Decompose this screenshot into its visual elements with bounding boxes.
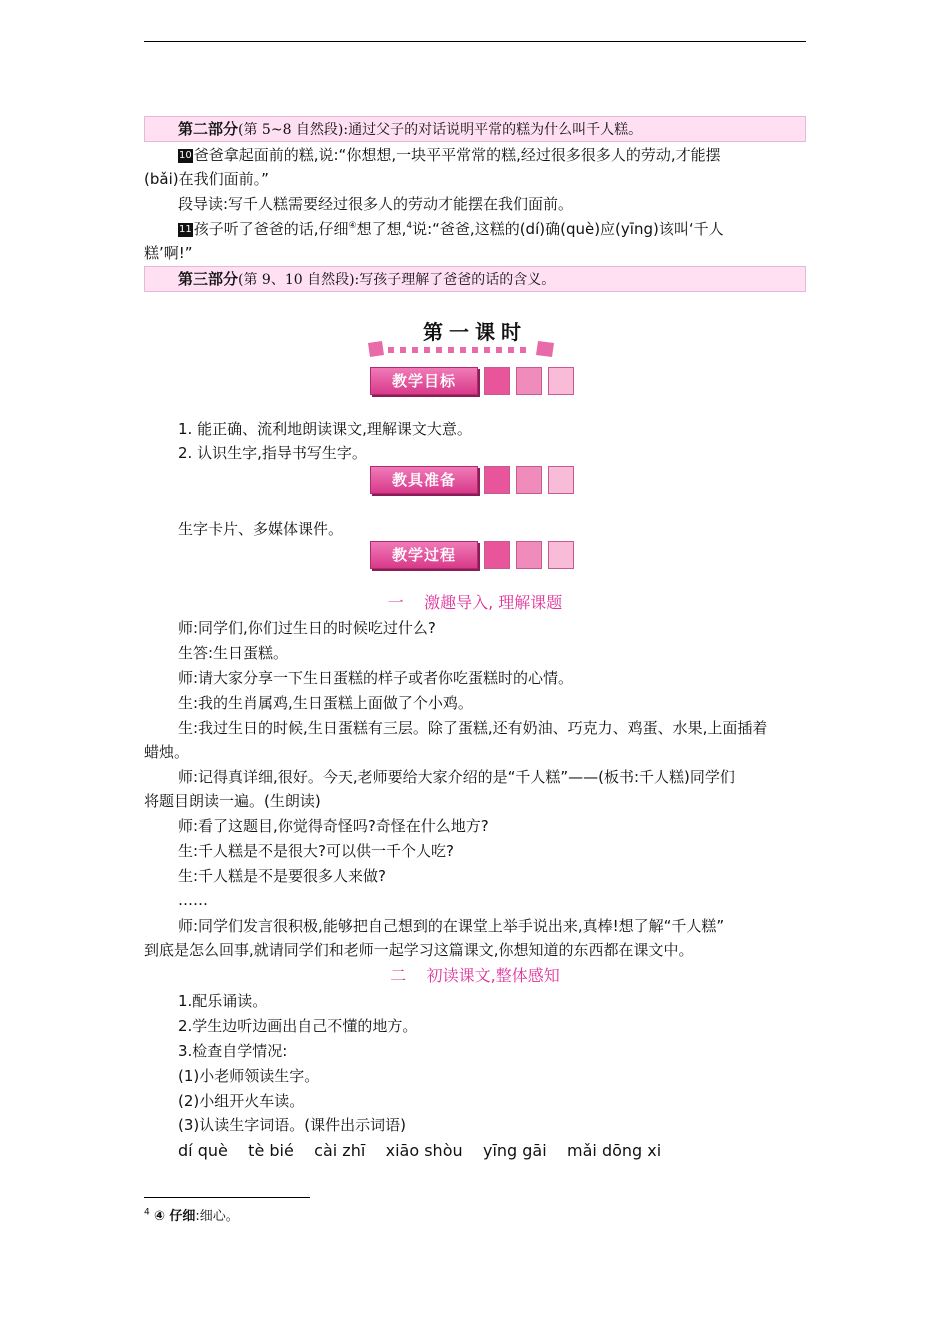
dialogue-line: 将题目朗读一遍。(生朗读) — [144, 792, 321, 810]
paragraph-number-10: 10 — [179, 150, 192, 161]
footnote-ref-number: 4 — [406, 221, 413, 231]
guide-reading: 段导读:写千人糕需要经过很多人的劳动才能摆在我们面前。 — [178, 195, 574, 213]
tools-text: 生字卡片、多媒体课件。 — [178, 520, 344, 538]
dialogue-line: 生:千人糕是不是要很多人来做? — [178, 867, 387, 885]
dialogue-line: 到底是怎么回事,就请同学们和老师一起学习这篇课文,你想知道的东西都在课文中。 — [144, 941, 694, 959]
badge-teaching-process — [370, 541, 580, 571]
badge-square — [548, 541, 574, 569]
dialogue-line: 师:同学们,你们过生日的时候吃过什么? — [178, 619, 436, 637]
footnote — [144, 1208, 239, 1226]
footnote-mark: 4 — [144, 1207, 150, 1218]
footnote-text: :细心。 — [195, 1209, 239, 1224]
badge-teaching-goals-label: 教学目标 — [370, 367, 478, 395]
badge-square — [516, 466, 542, 494]
paragraph-10-line2: (bǎi)在我们面前。” — [144, 170, 269, 188]
dialogue-line: 蜡烛。 — [144, 743, 190, 761]
title-ribbon-decoration — [368, 339, 554, 359]
badge-square — [516, 541, 542, 569]
footnote-rule — [144, 1197, 310, 1198]
section-2-heading: 二 初读课文,整体感知 — [390, 966, 560, 985]
step-line: 1.配乐诵读。 — [178, 992, 268, 1010]
part3-text: (第 9、10 自然段):写孩子理解了爸爸的话的含义。 — [238, 272, 556, 288]
step-line: (1)小老师领读生字。 — [178, 1067, 320, 1085]
dialogue-line: 师:记得真详细,很好。今天,老师要给大家介绍的是“千人糕”——(板书:千人糕)同学们 — [178, 768, 735, 786]
step-line: (3)认读生字词语。(课件出示词语) — [178, 1116, 406, 1134]
goal-item: 2. 认识生字,指导书写生字。 — [178, 444, 367, 462]
lesson-title: 第一课时 — [423, 320, 527, 344]
part3-band — [144, 266, 806, 292]
header-rule — [144, 41, 806, 42]
badge-square — [484, 541, 510, 569]
goal-item: 1. 能正确、流利地朗读课文,理解课文大意。 — [178, 420, 472, 438]
badge-square — [484, 367, 510, 395]
section-1-heading: 一 激趣导入, 理解课题 — [387, 593, 563, 612]
dialogue-line: …… — [178, 891, 208, 909]
badge-square — [484, 466, 510, 494]
paragraph-number-11: 11 — [179, 224, 192, 235]
footnote-ref-circle: ④ — [348, 221, 357, 231]
step-line: 2.学生边听边画出自己不懂的地方。 — [178, 1017, 418, 1035]
dialogue-line: 生答:生日蛋糕。 — [178, 644, 289, 662]
dialogue-line: 师:请大家分享一下生日蛋糕的样子或者你吃蛋糕时的心情。 — [178, 669, 574, 687]
dialogue-line: 师:看了这题目,你觉得奇怪吗?奇怪在什么地方? — [178, 817, 489, 835]
badge-square — [516, 367, 542, 395]
dialogue-line: 生:我的生肖属鸡,生日蛋糕上面做了个小鸡。 — [178, 694, 473, 712]
paragraph-11-line2: 糕’啊!” — [144, 244, 193, 262]
footnote-term: ④ 仔细 — [153, 1209, 196, 1224]
step-line: (2)小组开火车读。 — [178, 1092, 305, 1110]
part3-label: 第三部分 — [178, 270, 239, 288]
badge-square — [548, 466, 574, 494]
paragraph-10-line1: 10 爸爸拿起面前的糕,说:“你想想,一块平平常常的糕,经过很多很多人的劳动,才能摆 — [179, 146, 721, 164]
part2-band — [144, 116, 806, 142]
dialogue-line: 生:千人糕是不是很大?可以供一千个人吃? — [178, 842, 454, 860]
badge-teaching-process-label: 教学过程 — [370, 541, 478, 569]
badge-square — [548, 367, 574, 395]
part2-text: (第 5~8 自然段):通过父子的对话说明平常的糕为什么叫千人糕。 — [238, 122, 643, 138]
badge-teaching-goals — [370, 367, 580, 397]
badge-teaching-tools — [370, 466, 580, 496]
dialogue-line: 生:我过生日的时候,生日蛋糕有三层。除了蛋糕,还有奶油、巧克力、鸡蛋、水果,上面插着 — [178, 719, 768, 737]
dialogue-line: 师:同学们发言很积极,能够把自己想到的在课堂上举手说出来,真棒!想了解“千人糕” — [178, 917, 725, 935]
pinyin-words: dí què tè bié cài zhī xiāo shòu yīng gāi mǎi dōng xi — [178, 1141, 662, 1160]
paragraph-11-line1: 11 孩子听了爸爸的话,仔细④想了想,$^4$说:“爸爸,这糕的(dí)确(què)应(yīng)该叫‘千人 — [179, 220, 724, 238]
part2-label: 第二部分 — [178, 120, 239, 138]
badge-teaching-tools-label: 教具准备 — [370, 466, 478, 494]
step-line: 3.检查自学情况: — [178, 1042, 288, 1060]
